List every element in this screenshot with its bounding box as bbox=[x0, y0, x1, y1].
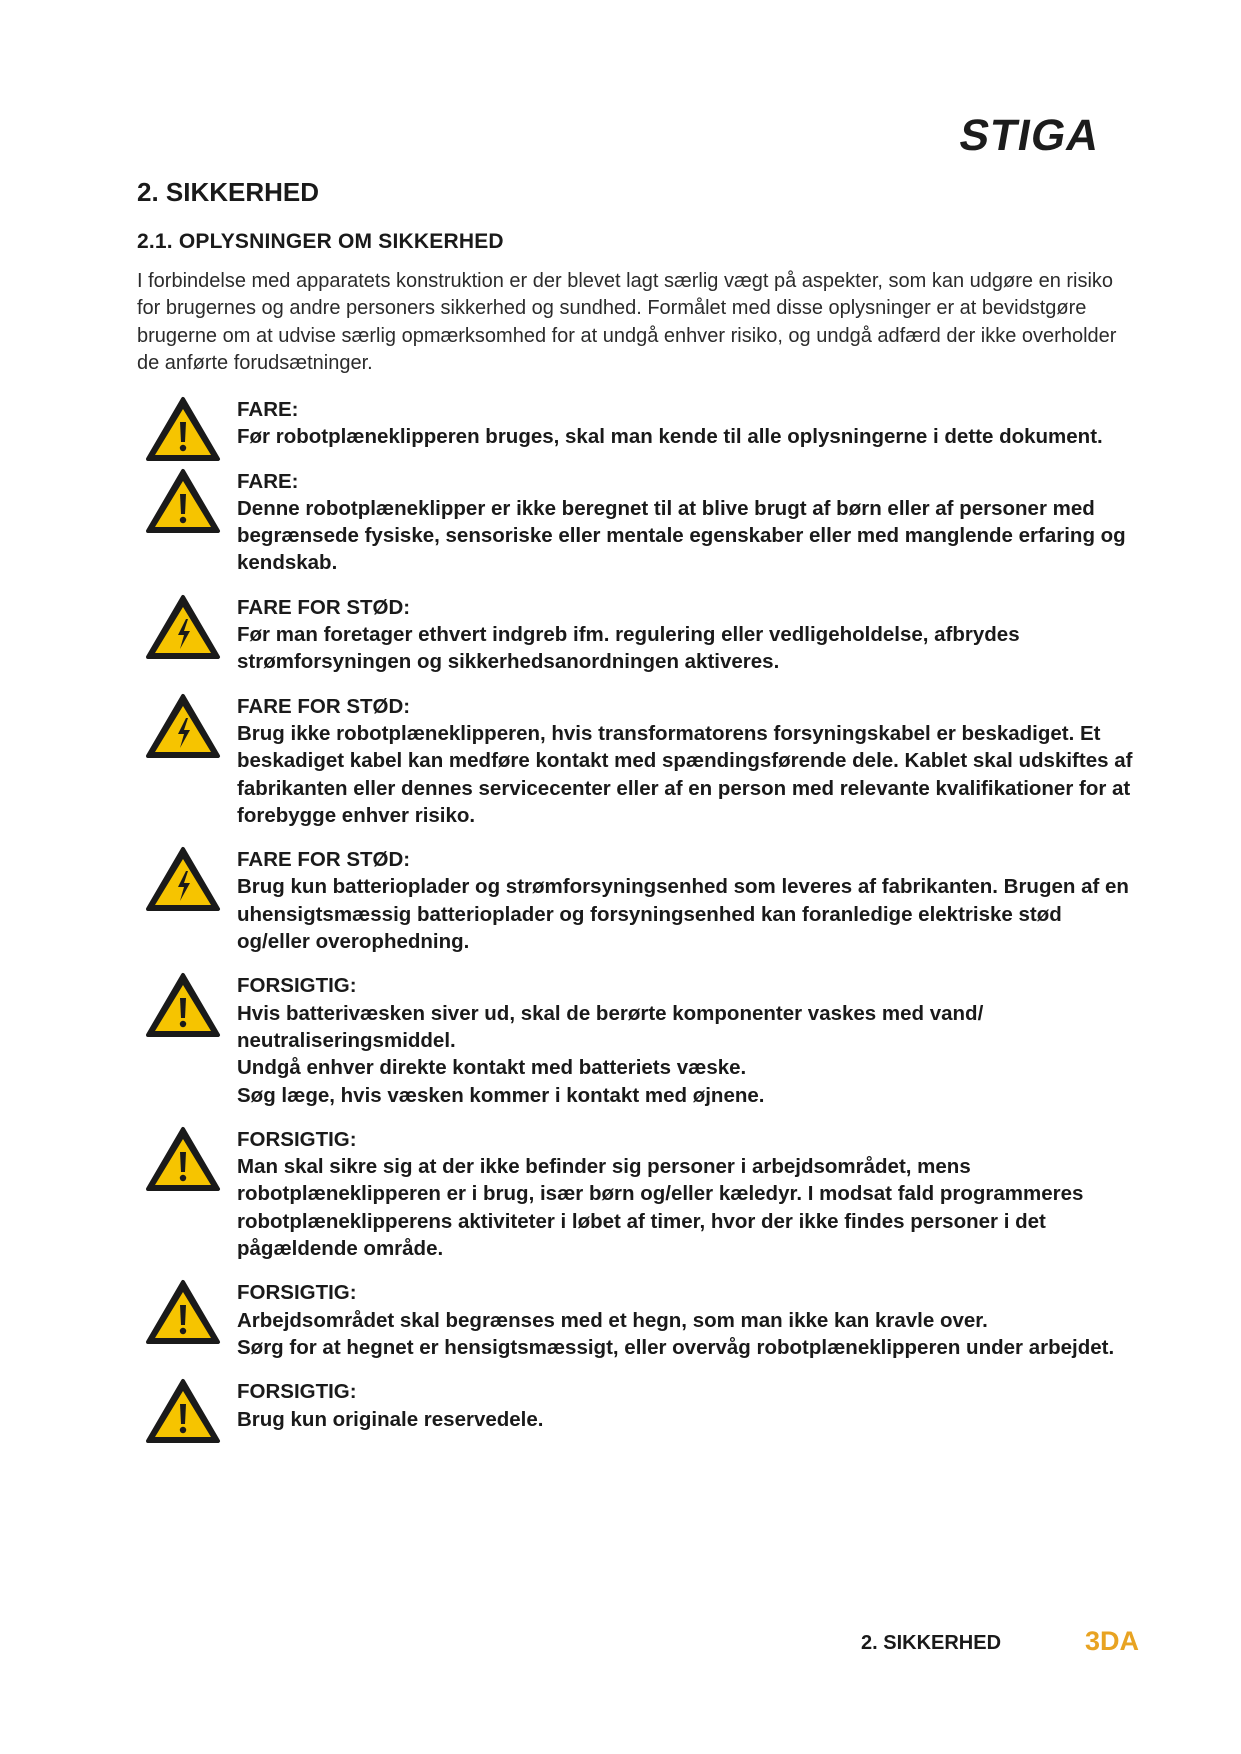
warning-block bbox=[137, 846, 1137, 955]
warning-block bbox=[137, 594, 1137, 676]
warning-text bbox=[237, 720, 1137, 829]
warning-line: Brug kun batterioplader og strømforsyningsenhed som leveres af fabrikanten. Brugen af en uhensigtsmæssig batterioplader og forsyningsenhed kan foranledige elektriske stød og/eller overophedning. bbox=[237, 875, 1129, 954]
warning-line: Arbejdsområdet skal begrænses med et hegn, som man ikke kan kravle over. bbox=[237, 1308, 988, 1332]
warning-title: FORSIGTIG: bbox=[237, 1281, 357, 1305]
warning-title: FARE: bbox=[237, 469, 299, 493]
page-number: 3DA bbox=[1085, 1626, 1140, 1656]
warning-title: FARE FOR STØD: bbox=[237, 595, 411, 619]
warning-text bbox=[237, 495, 1137, 577]
warning-line: Hvis batterivæsken siver ud, skal de berørte komponenter vaskes med vand/ neutraliseringsmiddel. bbox=[237, 1001, 984, 1052]
warning-block bbox=[137, 1126, 1137, 1262]
stiga-logo: STIGA bbox=[955, 111, 1104, 160]
warning-text bbox=[237, 1406, 1137, 1433]
warnings-list bbox=[137, 396, 1137, 1450]
warning-title: FARE FOR STØD: bbox=[237, 848, 411, 872]
warning-line: Brug kun originale reservedele. bbox=[237, 1407, 544, 1431]
general-warning-icon bbox=[145, 1279, 221, 1345]
warning-line: Sørg for at hegnet er hensigtsmæssigt, eller overvåg robotplæneklipperen under arbejdet. bbox=[237, 1335, 1115, 1359]
electric-shock-icon bbox=[145, 693, 221, 759]
warning-text bbox=[237, 1307, 1137, 1362]
warning-block bbox=[137, 1279, 1137, 1361]
warning-title: FARE: bbox=[237, 398, 299, 421]
warning-line: Undgå enhver direkte kontakt med batteriets væske. bbox=[237, 1056, 747, 1080]
warning-line: Man skal sikre sig at der ikke befinder sig personer i arbejdsområdet, mens robotplæneklipperen er i brug, især børn og/eller kæledyr. I modsat fald programmeres robotplæneklipperens aktiviteter i løbet af timer, hvor der ikke findes personer i det pågældende område. bbox=[237, 1155, 1084, 1261]
subsection-title: 2.1. OPLYSNINGER OM SIKKERHED bbox=[137, 230, 504, 253]
warning-line: Før man foretager ethvert indgreb ifm. regulering eller vedligeholdelse, afbrydes strømforsyningen og sikkerhedsanordningen aktiveres. bbox=[237, 623, 1020, 674]
intro-paragraph: I forbindelse med apparatets konstruktion er der blevet lagt særlig vægt på aspekter, som kan udgøre en risiko for brugernes og andre personers sikkerhed og sundhed. Formålet med disse oplysninger er at bevidstgøre brugerne om at udvise særlig opmærksomhed for at undgå enhver risiko, og undgå adfærd der ikke overholder de anførte forudsætninger. bbox=[137, 270, 1117, 374]
electric-shock-icon bbox=[145, 846, 221, 912]
warning-block bbox=[137, 1378, 1137, 1433]
general-warning-icon bbox=[145, 396, 221, 462]
warning-block bbox=[137, 468, 1137, 577]
warning-line: Denne robotplæneklipper er ikke beregnet til at blive brugt af børn eller af personer med begrænsede fysiske, sensoriske eller mentale egenskaber eller med manglende erfaring og kendskab. bbox=[237, 496, 1126, 575]
footer-section-label: 2. SIKKERHED bbox=[861, 1632, 1002, 1654]
warning-text bbox=[237, 1153, 1137, 1262]
warning-block bbox=[137, 693, 1137, 829]
electric-shock-icon bbox=[145, 594, 221, 660]
warning-line: Brug ikke robotplæneklipperen, hvis transformatorens forsyningskabel er beskadiget. Et beskadiget kabel kan medføre kontakt med spændingsførende dele. Kablet skal udskiftes af fabrikanten eller dennes servicecenter eller af en person med relevante kvalifikationer for at forebygge enhver risiko. bbox=[237, 721, 1133, 827]
warning-text bbox=[237, 873, 1137, 955]
warning-line: Søg læge, hvis væsken kommer i kontakt med øjnene. bbox=[237, 1083, 765, 1107]
general-warning-icon bbox=[145, 972, 221, 1038]
warning-block bbox=[137, 396, 1137, 451]
general-warning-icon bbox=[145, 1378, 221, 1444]
warning-text bbox=[237, 621, 1137, 676]
warning-text bbox=[237, 423, 1137, 450]
warning-title: FORSIGTIG: bbox=[237, 974, 357, 998]
warning-block bbox=[137, 972, 1137, 1108]
section-title: 2. SIKKERHED bbox=[137, 177, 320, 207]
general-warning-icon bbox=[145, 468, 221, 534]
warning-title: FORSIGTIG: bbox=[237, 1127, 357, 1151]
warning-line: Før robotplæneklipperen bruges, skal man kende til alle oplysningerne i dette dokument. bbox=[237, 425, 1103, 449]
warning-title: FARE FOR STØD: bbox=[237, 694, 411, 718]
general-warning-icon bbox=[145, 1126, 221, 1192]
warning-title: FORSIGTIG: bbox=[237, 1380, 357, 1404]
warning-text bbox=[237, 1000, 1137, 1109]
